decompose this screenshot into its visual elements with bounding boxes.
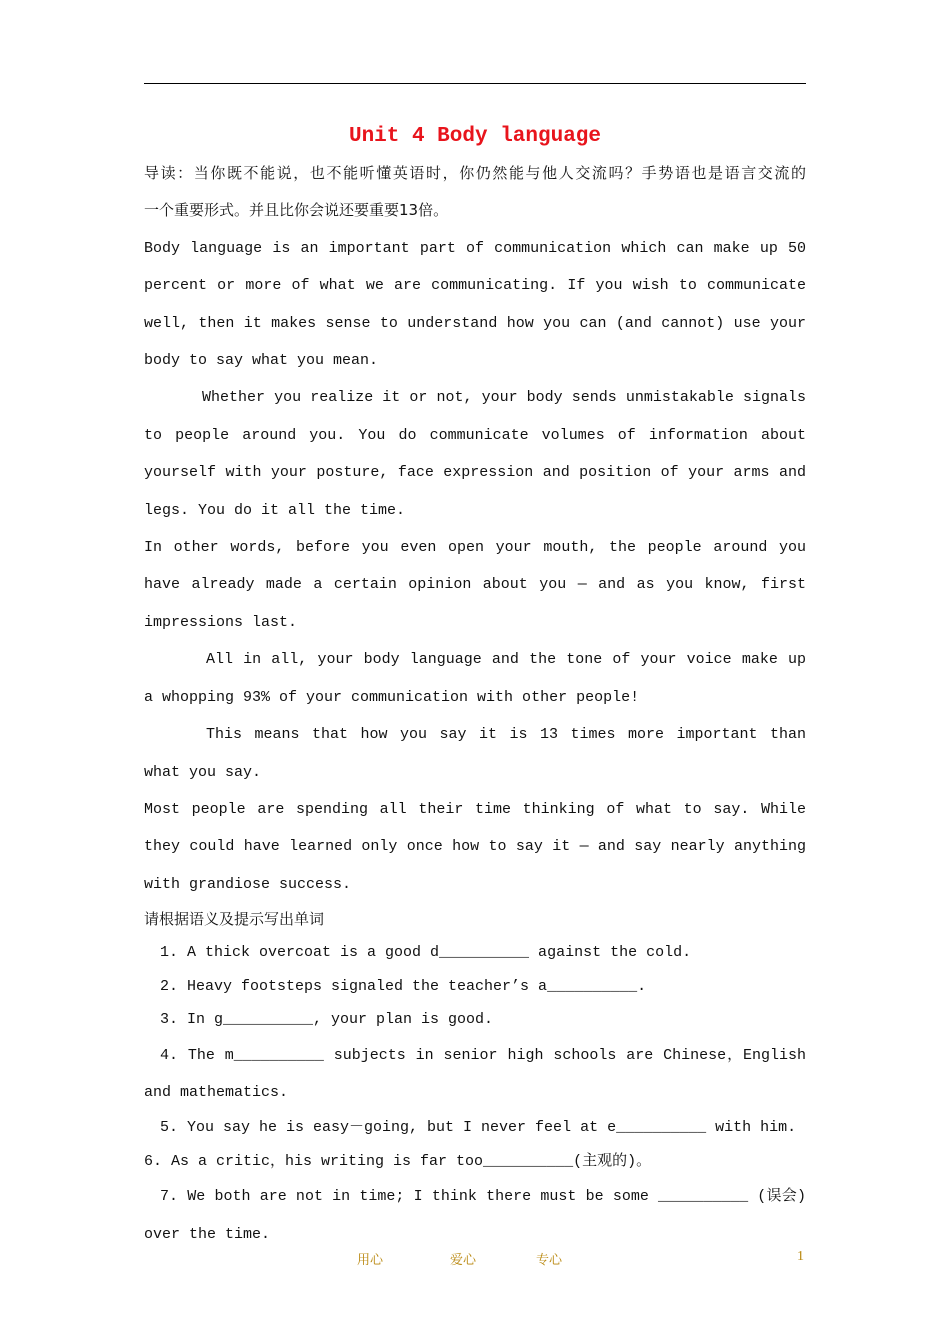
paragraph-5: This means that how you say it is 13 times more important than what you say. bbox=[144, 726, 806, 781]
document-body bbox=[144, 155, 806, 1253]
footer-word-1: 用心 bbox=[357, 1253, 384, 1268]
paragraph-4: All in all, your body language and the tone of your voice make up a whopping 93% of your communication with other people! bbox=[144, 651, 806, 706]
paragraph-6: Most people are spending all their time thinking of what to say. While they could have learned only once how to say it — and say nearly anything with grandiose success. bbox=[144, 800, 806, 893]
footer-word-3: 专心 bbox=[536, 1253, 563, 1268]
question-3: 3. In g__________, your plan is good. bbox=[160, 1011, 494, 1029]
page-footer bbox=[0, 1247, 950, 1269]
question-2: 2. Heavy footsteps signaled the teacher’s a__________. bbox=[160, 977, 647, 995]
exercise-heading: 请根据语义及提示写出单词 bbox=[144, 910, 325, 929]
paragraph-2: Whether you realize it or not, your body sends unmistakable signals to people around you. You do communicate volumes of information about yourself with your posture, face expression and position of your arms and legs. You do it all the time. bbox=[144, 389, 806, 519]
page-number: 1 bbox=[797, 1249, 804, 1264]
paragraph-1: Body language is an important part of communication which can make up 50 percent or more of what we are communicating. If you wish to communicate well, then it makes sense to understand how you can (and cannot) use your body to say what you mean. bbox=[144, 239, 806, 370]
question-7: 7. We both are not in time; I think there must be some __________ (误会) over the time. bbox=[144, 1188, 806, 1243]
document-title: Unit 4 Body language bbox=[348, 125, 602, 148]
question-5: 5. You say he is easy－going, but I never feel at e__________ with him. bbox=[160, 1119, 797, 1137]
question-1: 1. A thick overcoat is a good d__________ against the cold. bbox=[160, 944, 692, 962]
intro-line-1: 导读：当你既不能说，也不能听懂英语时，你仍然能与他人交流吗？手势语也是语言交流的 bbox=[144, 164, 806, 182]
paragraph-3: In other words, before you even open your mouth, the people around you have already made a certain opinion about you — and as you know, first impressions last. bbox=[144, 539, 806, 631]
question-6: 6. As a critic，his writing is far too__________(主观的)。 bbox=[144, 1152, 652, 1170]
footer-word-2: 爱心 bbox=[450, 1253, 477, 1268]
question-4: 4. The m__________ subjects in senior high schools are Chinese，English and mathematics. bbox=[144, 1046, 806, 1102]
header-rule bbox=[144, 83, 806, 84]
intro-line-2: 一个重要形式。并且比你会说还要重要13倍。 bbox=[144, 201, 449, 220]
